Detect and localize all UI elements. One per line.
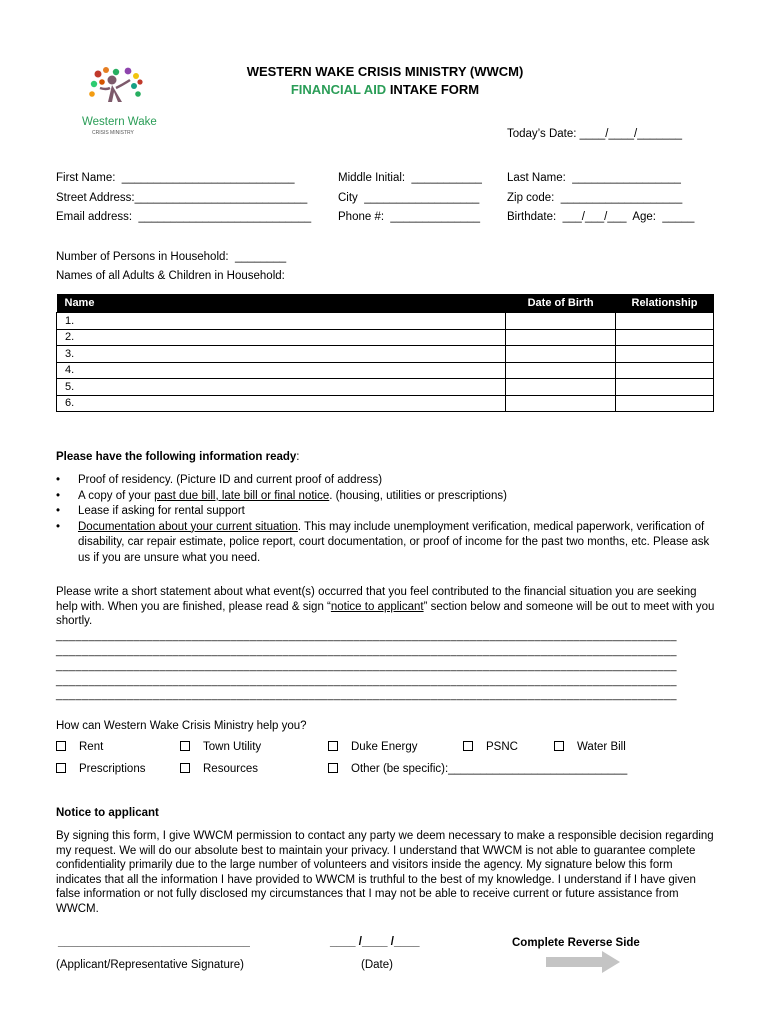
- date-line[interactable]: ____ /____ /____: [330, 936, 420, 948]
- table-row[interactable]: [57, 362, 714, 379]
- col-header-dob: Date of Birth: [506, 294, 616, 313]
- household-table: [56, 294, 714, 412]
- notice-heading: Notice to applicant: [56, 807, 159, 819]
- row-number[interactable]: 3.: [57, 346, 506, 363]
- dob-cell[interactable]: [506, 329, 616, 346]
- signature-label: (Applicant/Representative Signature): [56, 959, 244, 971]
- statement-line[interactable]: ________________________________________________________________________________________________: [56, 660, 677, 672]
- logo-text-1: Western Wake: [82, 116, 157, 128]
- todays-date-field[interactable]: Today’s Date: ____/____/_______: [507, 128, 682, 140]
- notice-body: By signing this form, I give WWCM permission to contact any party we deem necessary to make a responsible decision regarding my request. We will do our absolute best to maintain your privacy. I understand that WWCM is not able to guarantee complete confidentiality primarily due to the large number of volunteers and visitors inside the agency. My signature below this form indicates that all the information I have provided to WWCM is truthful to the best of my knowledge. I understand if I have given false information or not fully disclosed my circumstances that I may not be able to receive current or future assistance from WWCM.: [56, 830, 714, 915]
- bullet-icon: •: [56, 505, 61, 517]
- rent-checkbox[interactable]: [56, 741, 103, 753]
- arrow-right-icon: [546, 951, 620, 973]
- water-bill-label: Water Bill: [577, 741, 626, 753]
- title-rest: INTAKE FORM: [386, 82, 480, 97]
- list-item: [56, 473, 716, 489]
- rent-label: Rent: [79, 741, 104, 753]
- bullet-icon: •: [56, 520, 61, 533]
- list-item-text: . This may include unemployment verification, medical paperwork, verification of disability, car repair estimate, police report, court documentation, or proof of income for the past two months, etc. Please ask us if you are unsure what you need.: [78, 520, 710, 564]
- duke-energy-label: Duke Energy: [351, 741, 418, 753]
- table-row[interactable]: [57, 379, 714, 396]
- first-name-field[interactable]: First Name: ___________________________: [56, 172, 295, 184]
- relationship-cell[interactable]: [616, 395, 714, 412]
- statement-line[interactable]: ________________________________________________________________________________________________: [56, 689, 677, 701]
- form-subtitle: [0, 82, 770, 97]
- checkbox-icon[interactable]: [463, 741, 473, 751]
- prescriptions-checkbox[interactable]: [56, 763, 145, 775]
- row-number[interactable]: 6.: [57, 395, 506, 412]
- list-item-text: . (housing, utilities or prescriptions): [329, 489, 507, 502]
- resources-label: Resources: [203, 763, 258, 775]
- dob-cell[interactable]: [506, 395, 616, 412]
- duke-energy-checkbox[interactable]: [328, 741, 417, 753]
- street-address-field[interactable]: Street Address:___________________________: [56, 192, 308, 204]
- logo-text-2: CRISIS MINISTRY: [92, 130, 134, 136]
- water-bill-checkbox[interactable]: [554, 741, 626, 753]
- town-utility-label: Town Utility: [203, 741, 262, 753]
- statement-line[interactable]: ________________________________________________________________________________________________: [56, 675, 677, 687]
- phone-field[interactable]: Phone #: ______________: [338, 211, 480, 223]
- list-item-text: Lease if asking for rental support: [78, 505, 245, 517]
- list-item: [56, 520, 716, 567]
- table-header-row: [57, 294, 714, 313]
- dob-cell[interactable]: [506, 346, 616, 363]
- last-name-field[interactable]: Last Name: _________________: [507, 172, 681, 184]
- relationship-cell[interactable]: [616, 313, 714, 330]
- notice-reference: notice to applicant: [330, 600, 424, 613]
- statement-text: ” section below and someone will be out to meet with you shortly.: [56, 600, 715, 627]
- required-docs-list: [56, 473, 716, 566]
- dob-cell[interactable]: [506, 313, 616, 330]
- psnc-checkbox[interactable]: [463, 741, 518, 753]
- psnc-label: PSNC: [486, 741, 518, 753]
- list-item: [56, 489, 716, 505]
- checkbox-icon[interactable]: [328, 763, 338, 773]
- checkbox-icon[interactable]: [180, 741, 190, 751]
- table-row[interactable]: [57, 313, 714, 330]
- dob-cell[interactable]: [506, 379, 616, 396]
- list-item: [56, 504, 716, 520]
- list-item-underlined: Documentation about your current situation: [78, 520, 298, 533]
- row-number[interactable]: 4.: [57, 362, 506, 379]
- row-number[interactable]: 1.: [57, 313, 506, 330]
- date-label: (Date): [361, 959, 393, 971]
- bullet-icon: •: [56, 489, 61, 502]
- signature-line[interactable]: ______________________________: [58, 936, 250, 948]
- zip-code-field[interactable]: Zip code: ___________________: [507, 192, 683, 204]
- checkbox-icon[interactable]: [180, 763, 190, 773]
- relationship-cell[interactable]: [616, 329, 714, 346]
- row-number[interactable]: 2.: [57, 329, 506, 346]
- statement-line[interactable]: ________________________________________________________________________________________________: [56, 645, 677, 657]
- table-row[interactable]: [57, 329, 714, 346]
- checkbox-icon[interactable]: [328, 741, 338, 751]
- statement-line[interactable]: ________________________________________________________________________________________________: [56, 630, 677, 642]
- household-names-label: Names of all Adults & Children in Household:: [56, 270, 285, 282]
- birthdate-age-field[interactable]: Birthdate: ___/___/___ Age: _____: [507, 211, 695, 223]
- title-highlight: FINANCIAL AID: [290, 82, 387, 97]
- help-question: How can Western Wake Crisis Ministry help you?: [56, 720, 307, 732]
- table-row[interactable]: [57, 346, 714, 363]
- statement-instructions: [56, 585, 718, 629]
- col-header-name: Name: [57, 294, 506, 313]
- email-field[interactable]: Email address: ___________________________: [56, 211, 312, 223]
- table-row[interactable]: [57, 395, 714, 412]
- col-header-relationship: Relationship: [616, 294, 714, 313]
- list-item-text: A copy of your: [78, 489, 155, 502]
- info-ready-heading-text: Please have the following information ready: [56, 451, 297, 463]
- statement-text: Please write a short statement about what event(s) occurred that you feel contributed to the financial situation you are seeking help with. When you are finished, please read & sign “: [56, 586, 697, 613]
- row-number[interactable]: 5.: [57, 379, 506, 396]
- middle-initial-field[interactable]: Middle Initial: ___________: [338, 172, 482, 184]
- persons-in-household-field[interactable]: Number of Persons in Household: ________: [56, 251, 287, 263]
- checkbox-icon[interactable]: [554, 741, 564, 751]
- relationship-cell[interactable]: [616, 362, 714, 379]
- checkbox-icon[interactable]: [56, 741, 66, 751]
- info-ready-colon: :: [296, 451, 300, 463]
- list-item-underlined: past due bill, late bill or final notice: [154, 489, 330, 502]
- other-label[interactable]: Other (be specific):____________________________: [351, 763, 628, 775]
- form-title: WESTERN WAKE CRISIS MINISTRY (WWCM): [246, 64, 524, 79]
- prescriptions-label: Prescriptions: [79, 763, 146, 775]
- town-utility-checkbox[interactable]: [180, 741, 261, 753]
- relationship-cell[interactable]: [616, 346, 714, 363]
- relationship-cell[interactable]: [616, 379, 714, 396]
- bullet-icon: •: [56, 474, 61, 486]
- info-ready-heading: [56, 451, 299, 463]
- list-item-text: Proof of residency. (Picture ID and current proof of address): [78, 474, 383, 486]
- complete-reverse-side: Complete Reverse Side: [512, 937, 640, 949]
- dob-cell[interactable]: [506, 362, 616, 379]
- resources-checkbox[interactable]: [180, 763, 258, 775]
- checkbox-icon[interactable]: [56, 763, 66, 773]
- other-checkbox[interactable]: [328, 763, 627, 775]
- city-field[interactable]: City __________________: [338, 192, 480, 204]
